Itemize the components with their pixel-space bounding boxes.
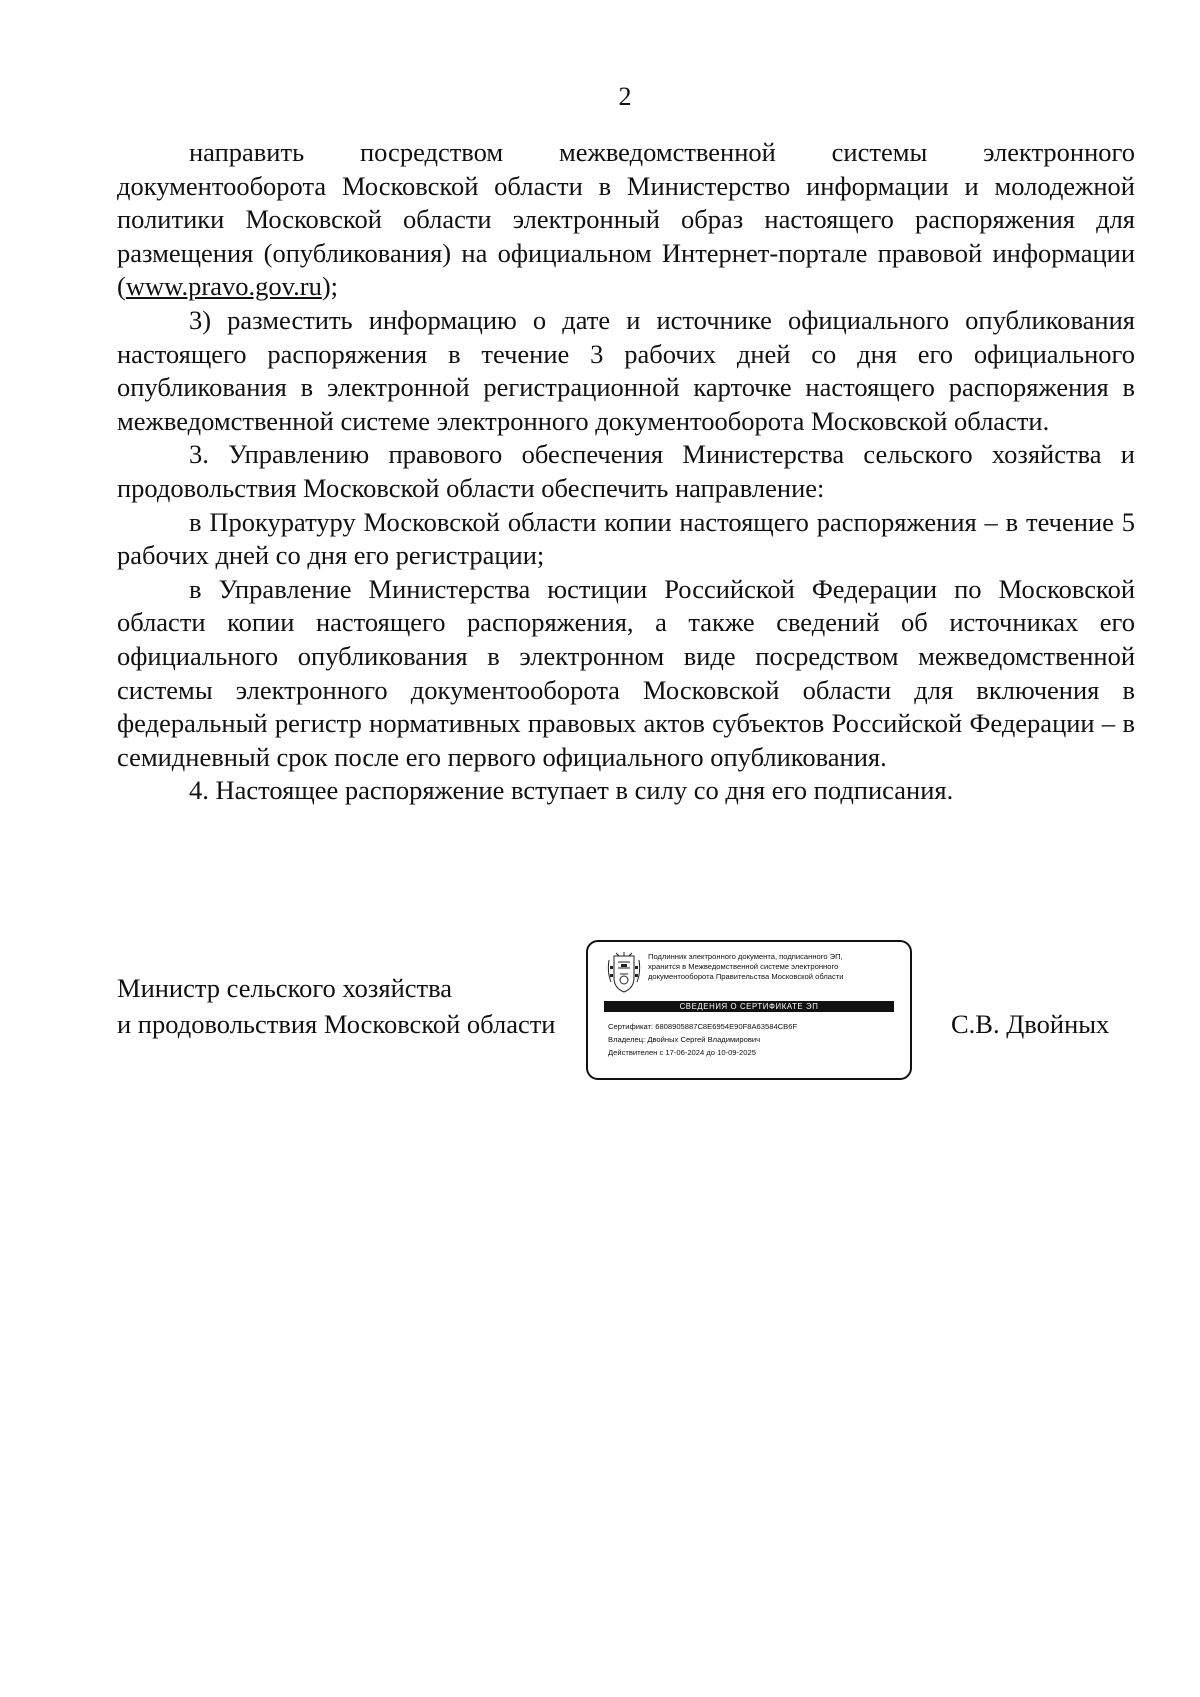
- stamp-header-line3: документооборота Правительства Московской области: [648, 972, 844, 981]
- stamp-validity: Действителен с 17-06-2024 до 10-09-2025: [608, 1048, 756, 1057]
- stamp-header: [648, 952, 904, 982]
- stamp-header-line2: хранится в Межведомственной системе электронного: [648, 962, 839, 971]
- stamp-title-bar: СВЕДЕНИЯ О СЕРТИФИКАТЕ ЭП: [604, 1001, 894, 1012]
- signatory-position-line2: и продовольствия Московской области: [117, 1009, 556, 1039]
- electronic-signature-stamp: [586, 940, 912, 1080]
- paragraph-section-3: 3. Управлению правового обеспечения Министерства сельского хозяйства и продовольствия Московской области обеспечить направление:: [117, 439, 1135, 503]
- signatory-position: [117, 970, 556, 1042]
- paragraph-publication: [117, 136, 1135, 304]
- paragraph-tail: );: [321, 271, 339, 302]
- pravo-link[interactable]: www.pravo.gov.ru: [125, 271, 322, 302]
- signatory-position-line1: Министр сельского хозяйства: [117, 973, 453, 1003]
- document-body: [117, 136, 1135, 808]
- stamp-owner: Владелец: Двойных Сергей Владимирович: [608, 1035, 761, 1044]
- stamp-certificate: Сертификат: 6808905887C8E6954E90F8A63584CB6F: [608, 1022, 798, 1031]
- paragraph-justice-ministry: в Управление Министерства юстиции Российской Федерации по Московской области копии настоящего распоряжения, а также сведений об источниках его официального опубликования в электронном виде посредством межведомственной системы электронного документооборота Московской области для включения в федеральный регистр нормативных правовых актов субъектов Российской Федерации – в семидневный срок после его первого официального опубликования.: [117, 573, 1135, 772]
- page-number: 2: [618, 82, 632, 111]
- paragraph-item-3: 3) разместить информацию о дате и источнике официального опубликования настоящего распоряжения в течение 3 рабочих дней со дня его официального опубликования в электронной регистрационной карточке настоящего распоряжения в межведомственной системе электронного документооборота Московской области.: [117, 304, 1135, 436]
- stamp-details: [608, 1020, 898, 1059]
- signatory-name: С.В. Двойных: [951, 1009, 1110, 1039]
- paragraph-text: направить посредством межведомственной системы электронного документооборота Московской области в Министерство информации и молодежной политики Московской области электронный образ настоящего распоряжения для размещения (опубликования) на официальном Интернет-портале правовой информации (: [117, 137, 1135, 302]
- paragraph-prosecutor: в Прокуратуру Московской области копии настоящего распоряжения – в течение 5 рабочих дней со дня его регистрации;: [117, 506, 1135, 571]
- paragraph-section-4: 4. Настоящее распоряжение вступает в силу со дня его подписания.: [189, 775, 954, 806]
- stamp-header-line1: Подлинник электронного документа, подписанного ЭП,: [648, 952, 843, 961]
- moscow-oblast-coat-of-arms-icon: [606, 952, 642, 996]
